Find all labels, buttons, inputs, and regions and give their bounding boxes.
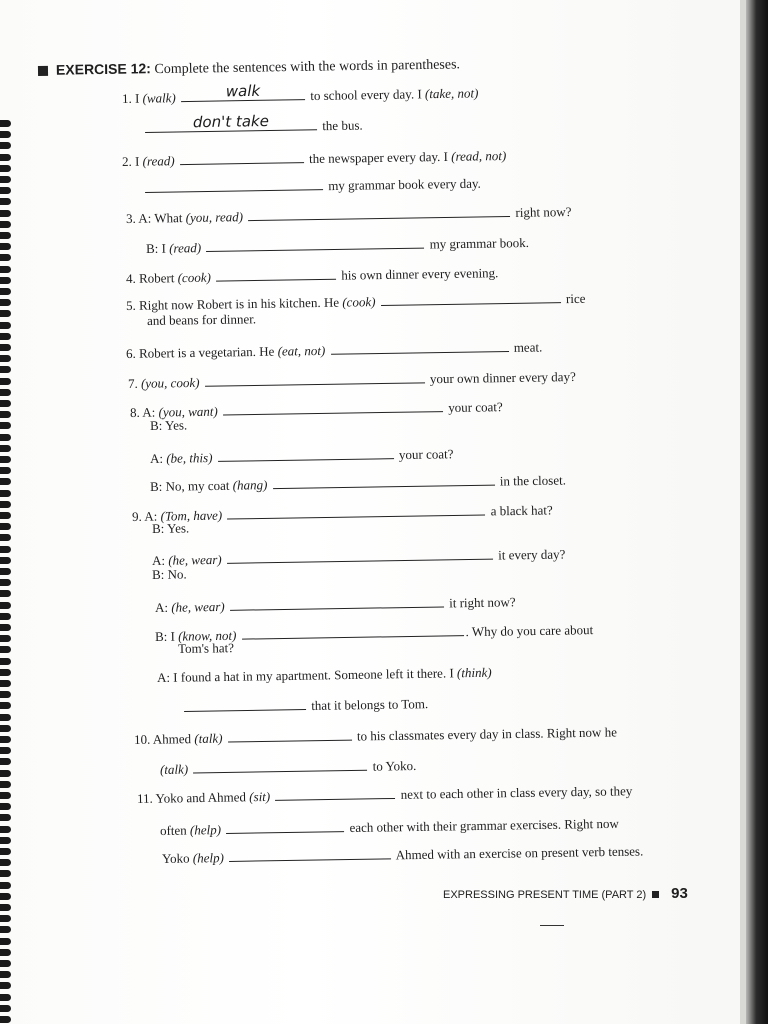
verb-cue: (you, cook) bbox=[140, 374, 200, 391]
spiral-coil bbox=[0, 702, 11, 709]
verb-cue: (cook) bbox=[342, 294, 376, 310]
item-text: Robert bbox=[138, 270, 175, 286]
spiral-coil bbox=[0, 187, 11, 194]
verb-cue: (walk) bbox=[142, 90, 176, 106]
spiral-coil bbox=[0, 736, 11, 743]
handwritten-answer: don't take bbox=[192, 112, 270, 132]
exercise-heading bbox=[38, 55, 460, 80]
spiral-coil bbox=[0, 635, 11, 642]
item-9-line-7 bbox=[178, 640, 234, 657]
spiral-coil bbox=[0, 198, 11, 205]
item-number: 4. bbox=[125, 270, 136, 286]
spiral-coil bbox=[0, 512, 11, 519]
item-text: your own dinner every day? bbox=[429, 368, 576, 387]
spiral-coil bbox=[0, 658, 11, 665]
spiral-coil bbox=[0, 154, 11, 161]
footer-square-icon bbox=[652, 891, 659, 898]
item-11-line-1 bbox=[137, 780, 633, 807]
spiral-coil bbox=[0, 467, 11, 474]
item-text: rice bbox=[565, 290, 586, 307]
spiral-coil bbox=[0, 781, 11, 788]
item-9-line-8 bbox=[157, 665, 492, 686]
answer-blank[interactable] bbox=[216, 265, 336, 282]
spiral-coil bbox=[0, 366, 11, 373]
answer-blank[interactable] bbox=[229, 844, 391, 862]
item-10-line-1 bbox=[134, 721, 617, 748]
verb-cue: (cook) bbox=[177, 269, 211, 286]
spiral-coil bbox=[0, 826, 11, 833]
verb-cue: (talk) bbox=[194, 730, 223, 747]
footer-dash bbox=[540, 925, 564, 926]
exercise-label: EXERCISE 12: bbox=[55, 60, 152, 78]
item-text: often bbox=[159, 822, 187, 838]
item-text: . Why do you care about bbox=[465, 622, 594, 640]
item-text: B: I bbox=[154, 628, 176, 644]
item-3-line-1 bbox=[126, 201, 572, 227]
spiral-coil bbox=[0, 221, 11, 228]
spiral-coil bbox=[0, 434, 11, 441]
answer-blank[interactable] bbox=[145, 112, 317, 133]
item-number: 3. bbox=[125, 210, 136, 226]
spiral-coil bbox=[0, 725, 11, 732]
verb-cue: (read) bbox=[142, 153, 175, 169]
answer-blank[interactable] bbox=[330, 337, 508, 355]
answer-blank[interactable] bbox=[180, 148, 304, 165]
exercise-instruction: Complete the sentences with the words in parentheses. bbox=[154, 57, 461, 78]
spiral-coil bbox=[0, 758, 11, 765]
spiral-coil bbox=[0, 355, 11, 362]
verb-cue: (be, this) bbox=[166, 450, 213, 466]
item-text: it right now? bbox=[449, 594, 516, 611]
spiral-coil bbox=[0, 288, 11, 295]
exercise-square-icon bbox=[38, 66, 48, 76]
spiral-coil bbox=[0, 568, 11, 575]
spiral-coil bbox=[0, 445, 11, 452]
item-text: my grammar book. bbox=[429, 234, 530, 252]
spiral-coil bbox=[0, 422, 11, 429]
item-2-line-1 bbox=[122, 145, 507, 170]
item-text: A: bbox=[154, 599, 169, 615]
spiral-coil bbox=[0, 624, 11, 631]
answer-blank[interactable] bbox=[230, 592, 444, 610]
item-9-line-4 bbox=[152, 566, 187, 583]
spiral-coil bbox=[0, 803, 11, 810]
spiral-coil bbox=[0, 714, 11, 721]
verb-cue: (you, want) bbox=[158, 403, 218, 420]
spiral-coil bbox=[0, 523, 11, 530]
verb-cue: (think) bbox=[456, 664, 492, 681]
answer-blank[interactable] bbox=[248, 202, 510, 221]
verb-cue: (talk) bbox=[159, 761, 189, 777]
item-5-line-1 bbox=[126, 288, 586, 314]
spiral-coil bbox=[0, 277, 11, 284]
spiral-coil bbox=[0, 232, 11, 239]
spiral-coil bbox=[0, 176, 11, 183]
verb-cue: (help) bbox=[189, 822, 222, 838]
item-number: 6. bbox=[125, 345, 136, 361]
item-text: in the closet. bbox=[499, 472, 567, 489]
spiral-coil bbox=[0, 691, 11, 698]
spiral-coil bbox=[0, 971, 11, 978]
answer-blank[interactable] bbox=[241, 621, 463, 639]
item-text: your coat? bbox=[448, 399, 503, 415]
item-10-line-2 bbox=[160, 755, 417, 778]
item-text: Right now Robert is in his kitchen. He bbox=[138, 294, 340, 313]
spiral-coil bbox=[0, 389, 11, 396]
spiral-coil bbox=[0, 938, 11, 945]
item-text: it every day? bbox=[498, 546, 566, 563]
spiral-coil bbox=[0, 770, 11, 777]
answer-blank[interactable] bbox=[193, 756, 367, 774]
spiral-coil bbox=[0, 546, 11, 553]
spiral-coil bbox=[0, 378, 11, 385]
item-text: A: What bbox=[138, 210, 183, 226]
spiral-coil bbox=[0, 557, 11, 564]
spiral-coil bbox=[0, 266, 11, 273]
spiral-coil bbox=[0, 120, 11, 127]
spiral-coil bbox=[0, 982, 11, 989]
item-number: 9. bbox=[131, 508, 142, 524]
spiral-coil bbox=[0, 949, 11, 956]
item-text: each other with their grammar exercises. Right now bbox=[349, 815, 619, 836]
answer-blank[interactable] bbox=[226, 817, 344, 834]
item-text: B: No. bbox=[151, 566, 187, 582]
spiral-coil bbox=[0, 602, 11, 609]
page-footer bbox=[443, 885, 688, 902]
item-number: 5. bbox=[125, 297, 136, 313]
item-2-line-2 bbox=[143, 173, 481, 197]
verb-cue: (he, wear) bbox=[168, 551, 222, 568]
item-text: to his classmates every day in class. Right now he bbox=[356, 724, 618, 744]
item-text: I bbox=[134, 90, 140, 106]
item-text: A: bbox=[142, 404, 156, 420]
spiral-coil bbox=[0, 837, 11, 844]
spiral-coil bbox=[0, 1016, 11, 1023]
spiral-coil bbox=[0, 960, 11, 967]
verb-cue: (hang) bbox=[232, 477, 268, 493]
answer-blank[interactable] bbox=[275, 784, 395, 801]
spiral-binding bbox=[0, 120, 14, 1024]
item-text: a black hat? bbox=[490, 502, 553, 519]
spiral-coil bbox=[0, 243, 11, 250]
answer-blank[interactable] bbox=[145, 175, 323, 193]
item-text: A: bbox=[151, 552, 166, 568]
answer-blank[interactable] bbox=[218, 444, 394, 462]
item-number: 2. bbox=[121, 153, 132, 169]
verb-cue: (help) bbox=[192, 850, 225, 866]
spiral-coil bbox=[0, 254, 11, 261]
spiral-coil bbox=[0, 870, 11, 877]
spiral-coil bbox=[0, 747, 11, 754]
answer-blank[interactable] bbox=[223, 397, 443, 415]
item-7 bbox=[128, 366, 576, 392]
item-3-line-2 bbox=[146, 232, 529, 257]
item-number: 1. bbox=[121, 90, 132, 106]
verb-cue: (read) bbox=[169, 240, 202, 256]
item-text: Tom's hat? bbox=[177, 640, 235, 656]
verb-cue: (know, not) bbox=[178, 627, 237, 644]
item-text: B: Yes. bbox=[149, 417, 188, 433]
book-edge-highlight bbox=[740, 0, 746, 1024]
item-text: Yoko bbox=[161, 850, 190, 866]
section-title: EXPRESSING PRESENT TIME (PART 2) bbox=[443, 889, 647, 901]
spiral-coil bbox=[0, 904, 11, 911]
item-text: and beans for dinner. bbox=[146, 311, 257, 328]
spiral-coil bbox=[0, 792, 11, 799]
spiral-coil bbox=[0, 411, 11, 418]
spiral-coil bbox=[0, 669, 11, 676]
page-number: 93 bbox=[671, 885, 688, 902]
spiral-coil bbox=[0, 926, 11, 933]
item-text: Robert is a vegetarian. He bbox=[138, 343, 275, 361]
spiral-coil bbox=[0, 478, 11, 485]
item-text: my grammar book every day. bbox=[328, 175, 481, 194]
item-text: that it belongs to Tom. bbox=[311, 696, 429, 713]
spiral-coil bbox=[0, 1005, 11, 1012]
answer-blank[interactable] bbox=[272, 471, 494, 489]
answer-blank[interactable] bbox=[228, 726, 352, 743]
verb-cue: (take, not) bbox=[424, 85, 479, 102]
item-text: his own dinner every evening. bbox=[341, 265, 499, 283]
item-number: 10. bbox=[133, 731, 151, 747]
handwritten-answer: walk bbox=[225, 81, 261, 101]
spiral-coil bbox=[0, 534, 11, 541]
item-9-line-1 bbox=[132, 499, 553, 525]
item-text: Ahmed with an exercise on present verb tenses. bbox=[395, 843, 644, 863]
item-8-line-2 bbox=[150, 417, 187, 434]
verb-cue: (eat, not) bbox=[277, 342, 326, 359]
item-9-line-5 bbox=[155, 591, 516, 616]
item-text: A: bbox=[144, 508, 158, 524]
item-text: B: I bbox=[145, 240, 167, 256]
spiral-coil bbox=[0, 456, 11, 463]
item-text: your coat? bbox=[398, 446, 454, 463]
verb-cue: (read, not) bbox=[451, 147, 507, 164]
item-text: B: Yes. bbox=[151, 520, 190, 536]
item-text: to school every day. I bbox=[310, 86, 422, 104]
item-6 bbox=[126, 336, 543, 362]
spiral-coil bbox=[0, 344, 11, 351]
answer-blank[interactable] bbox=[181, 81, 305, 102]
spiral-coil bbox=[0, 882, 11, 889]
answer-blank[interactable] bbox=[227, 545, 493, 564]
spiral-coil bbox=[0, 893, 11, 900]
item-1-line-1 bbox=[122, 82, 479, 107]
answer-blank[interactable] bbox=[227, 500, 485, 519]
item-8-line-3 bbox=[150, 443, 454, 467]
spiral-coil bbox=[0, 680, 11, 687]
item-8-line-4 bbox=[150, 469, 566, 495]
spiral-coil bbox=[0, 299, 11, 306]
item-text: B: No, my coat bbox=[149, 477, 230, 494]
item-4 bbox=[126, 262, 499, 287]
answer-blank[interactable] bbox=[381, 288, 561, 306]
spiral-coil bbox=[0, 646, 11, 653]
item-11-line-2 bbox=[160, 813, 619, 839]
spiral-coil bbox=[0, 310, 11, 317]
spiral-coil bbox=[0, 333, 11, 340]
spiral-coil bbox=[0, 848, 11, 855]
spiral-coil bbox=[0, 400, 11, 407]
item-11-line-3 bbox=[162, 840, 644, 867]
item-9-line-9 bbox=[182, 693, 428, 716]
spiral-coil bbox=[0, 142, 11, 149]
spiral-coil bbox=[0, 165, 11, 172]
spiral-coil bbox=[0, 915, 11, 922]
item-number: 8. bbox=[129, 404, 140, 420]
spiral-coil bbox=[0, 579, 11, 586]
answer-blank[interactable] bbox=[184, 695, 306, 712]
spiral-coil bbox=[0, 131, 11, 138]
answer-blank[interactable] bbox=[206, 234, 424, 252]
verb-cue: (Tom, have) bbox=[160, 507, 223, 524]
item-text: I bbox=[134, 153, 140, 169]
item-9-line-2 bbox=[152, 520, 189, 537]
spiral-coil bbox=[0, 814, 11, 821]
spiral-coil bbox=[0, 501, 11, 508]
item-text: A: bbox=[149, 450, 164, 466]
item-text: next to each other in class every day, so they bbox=[400, 783, 633, 802]
item-text: meat. bbox=[513, 339, 543, 355]
item-text: to Yoko. bbox=[372, 757, 417, 774]
spiral-coil bbox=[0, 210, 11, 217]
verb-cue: (sit) bbox=[249, 788, 271, 805]
spiral-coil bbox=[0, 590, 11, 597]
spiral-coil bbox=[0, 322, 11, 329]
item-1-line-2 bbox=[143, 112, 363, 137]
verb-cue: (he, wear) bbox=[171, 598, 225, 615]
item-text: Ahmed bbox=[152, 731, 192, 747]
item-5-line-2 bbox=[147, 311, 256, 329]
item-text: the bus. bbox=[322, 117, 363, 134]
item-9-line-3 bbox=[152, 544, 566, 569]
item-number: 11. bbox=[136, 790, 153, 806]
item-number: 7. bbox=[127, 375, 138, 391]
item-text: the newspaper every day. I bbox=[308, 148, 449, 167]
item-text: A: I found a hat in my apartment. Someone left it there. I bbox=[156, 665, 454, 685]
verb-cue: (you, read) bbox=[185, 209, 244, 226]
answer-blank[interactable] bbox=[205, 368, 425, 386]
item-text: right now? bbox=[515, 204, 572, 220]
spiral-coil bbox=[0, 859, 11, 866]
spiral-coil bbox=[0, 613, 11, 620]
item-text: Yoko and Ahmed bbox=[155, 789, 247, 806]
spiral-coil bbox=[0, 994, 11, 1001]
spiral-coil bbox=[0, 490, 11, 497]
